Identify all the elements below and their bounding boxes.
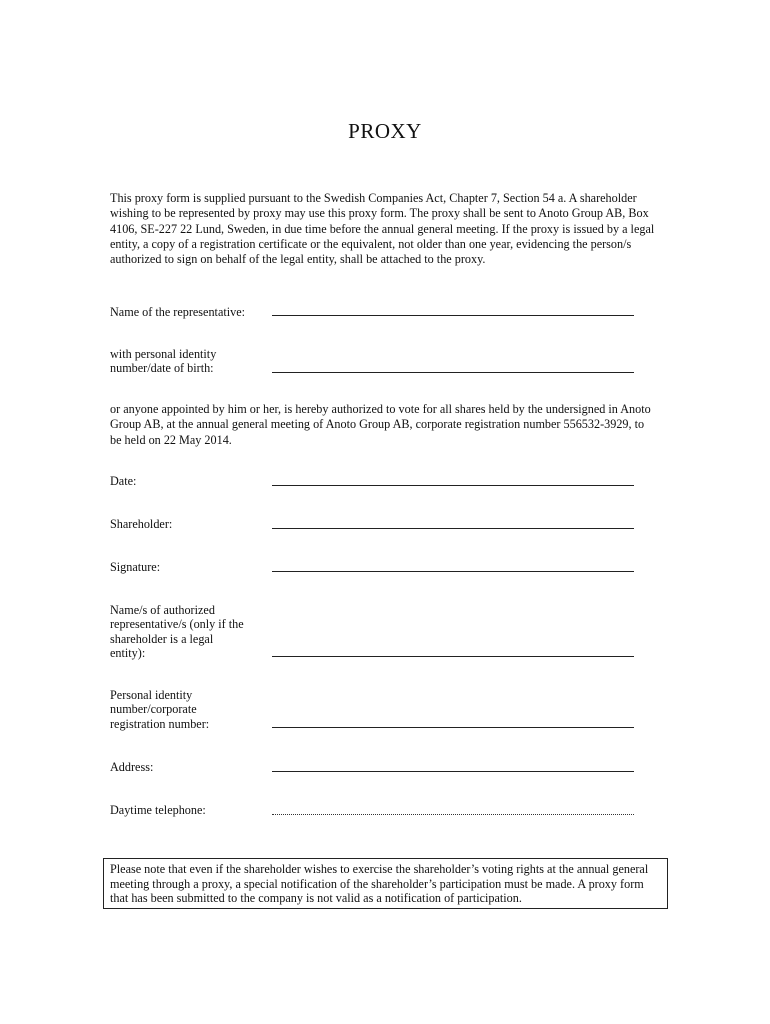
signature-label: Signature: bbox=[110, 560, 161, 574]
address-field[interactable] bbox=[272, 771, 634, 772]
signature-field[interactable] bbox=[272, 571, 634, 572]
date-label: Date: bbox=[110, 474, 137, 488]
authorized-representatives-label: Name/s of authorized representative/s (only if the shareholder is a legal entity): bbox=[110, 603, 244, 660]
authorized-representatives-field[interactable] bbox=[272, 656, 634, 657]
registration-number-label: Personal identity number/corporate registration number: bbox=[110, 688, 210, 731]
registration-number-field[interactable] bbox=[272, 727, 634, 728]
daytime-telephone-label: Daytime telephone: bbox=[110, 803, 206, 817]
daytime-telephone-field[interactable] bbox=[272, 814, 634, 815]
shareholder-label: Shareholder: bbox=[110, 517, 173, 531]
personal-identity-field[interactable] bbox=[272, 372, 634, 373]
date-field[interactable] bbox=[272, 485, 634, 486]
shareholder-field[interactable] bbox=[272, 528, 634, 529]
address-label: Address: bbox=[110, 760, 154, 774]
participation-notice-box: Please note that even if the shareholder wishes to exercise the shareholder’s voting rights at the annual general meeting through a proxy, a special notification of the shareholder’s participation must be made. A proxy form that has been submitted to the company is not valid as a notification of participation. bbox=[103, 858, 668, 909]
representative-name-field[interactable] bbox=[272, 315, 634, 316]
personal-identity-label: with personal identity number/date of birth: bbox=[110, 347, 217, 376]
representative-name-label: Name of the representative: bbox=[110, 305, 246, 319]
intro-paragraph: This proxy form is supplied pursuant to the Swedish Companies Act, Chapter 7, Section 54 a. A shareholder wishing to be represented by proxy may use this proxy form. The proxy shall be sent to Anoto Group AB, Box 4106, SE-227 22 Lund, Sweden, in due time before the annual general meeting. If the proxy is issued by a legal entity, a copy of a registration certificate or the equivalent, not older than one year, evidencing the person/s authorized to sign on behalf of the legal entity, shall be attached to the proxy. bbox=[110, 191, 655, 267]
authorization-paragraph: or anyone appointed by him or her, is hereby authorized to vote for all shares held by the undersigned in Anoto Group AB, at the annual general meeting of Anoto Group AB, corporate registration number 556532-3929, to be held on 22 May 2014. bbox=[110, 402, 651, 447]
page-title: PROXY bbox=[348, 119, 422, 143]
